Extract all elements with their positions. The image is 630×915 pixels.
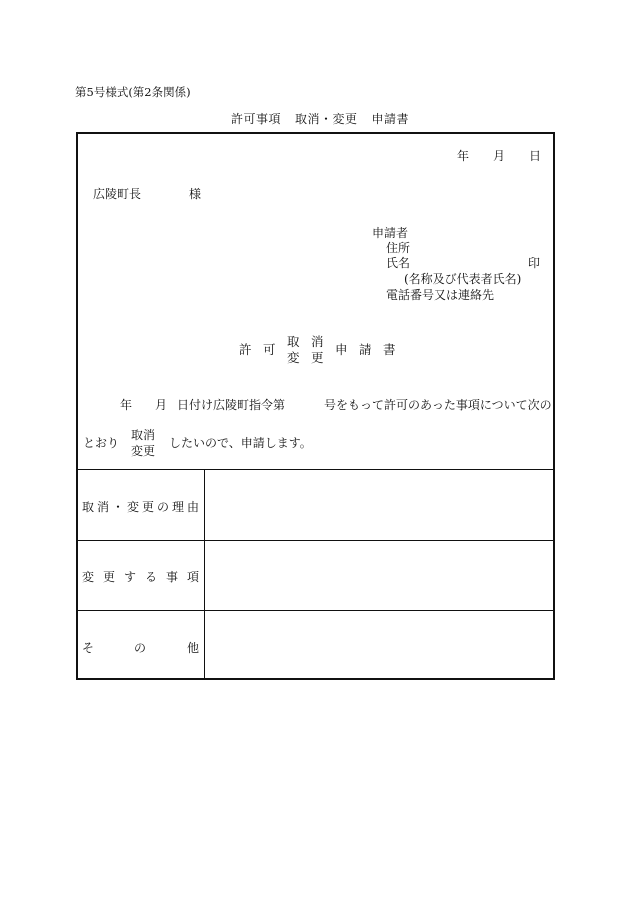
title-char-kyo: 許: [239, 342, 252, 357]
body-month-label: 月: [155, 398, 168, 412]
form-number-label: 第5号様式(第2条関係): [75, 85, 191, 99]
table-top-divider: [76, 469, 555, 470]
title-char-sho: 書: [383, 342, 396, 357]
table-row-divider: [76, 610, 555, 611]
label-char: る: [145, 570, 158, 584]
body-year-label: 年: [120, 398, 133, 412]
label-char: 項: [187, 570, 200, 584]
header-part-permit: 許可事項: [231, 112, 282, 126]
applicant-name-label: 氏名: [386, 256, 411, 270]
label-char: 更: [142, 500, 155, 514]
header-part-cancel-change: 取消・変更: [295, 112, 358, 126]
table-row-divider: [76, 540, 555, 541]
body-option-cancel: 取消: [131, 428, 156, 442]
title-option-cancel-1: 取: [287, 334, 300, 349]
applicant-name-note: (名称及び代表者氏名): [404, 272, 522, 286]
label-char: 他: [187, 641, 200, 655]
reason-value-cell[interactable]: [206, 471, 554, 539]
label-char: 由: [187, 500, 200, 514]
label-char: 変: [82, 570, 95, 584]
label-char: す: [124, 570, 137, 584]
applicant-heading: 申請者: [372, 226, 409, 240]
addressee-name: 広陵町長: [93, 187, 142, 201]
label-char: 更: [103, 570, 116, 584]
addressee-honorific: 様: [189, 187, 202, 201]
applicant-contact-label: 電話番号又は連絡先: [386, 288, 495, 302]
other-value-cell[interactable]: [206, 612, 554, 679]
document-header: [231, 110, 409, 127]
label-char: ・: [112, 500, 125, 514]
label-char: そ: [82, 641, 95, 655]
label-char: 事: [166, 570, 179, 584]
date-month-label: 月: [493, 149, 506, 163]
title-option-cancel-2: 消: [311, 334, 324, 349]
table-column-divider: [204, 469, 205, 680]
date-day-label: 日: [529, 149, 542, 163]
label-char: 理: [172, 500, 185, 514]
label-char: の: [134, 641, 147, 655]
changed-items-value-cell[interactable]: [206, 542, 554, 609]
seal-mark: 印: [528, 256, 541, 270]
body-line2-start: とおり: [83, 436, 120, 450]
title-option-change-1: 変: [287, 350, 300, 365]
body-line1-rest: 号をもって許可のあった事項について次の: [324, 398, 552, 412]
title-option-change-2: 更: [311, 350, 324, 365]
body-line2-end: したいので、申請します。: [169, 436, 312, 450]
title-char-sei: 請: [359, 342, 372, 357]
label-char: 取: [82, 500, 95, 514]
body-line1-text: 日付け広陵町指令第: [177, 398, 286, 412]
body-option-change: 変更: [131, 444, 156, 458]
label-char: 消: [97, 500, 110, 514]
label-char: の: [157, 500, 170, 514]
header-part-application: 申請書: [371, 112, 410, 126]
date-year-label: 年: [457, 149, 470, 163]
label-char: 変: [127, 500, 140, 514]
title-char-ka: 可: [263, 342, 276, 357]
applicant-address-label: 住所: [386, 241, 411, 255]
title-char-shin: 申: [335, 342, 348, 357]
